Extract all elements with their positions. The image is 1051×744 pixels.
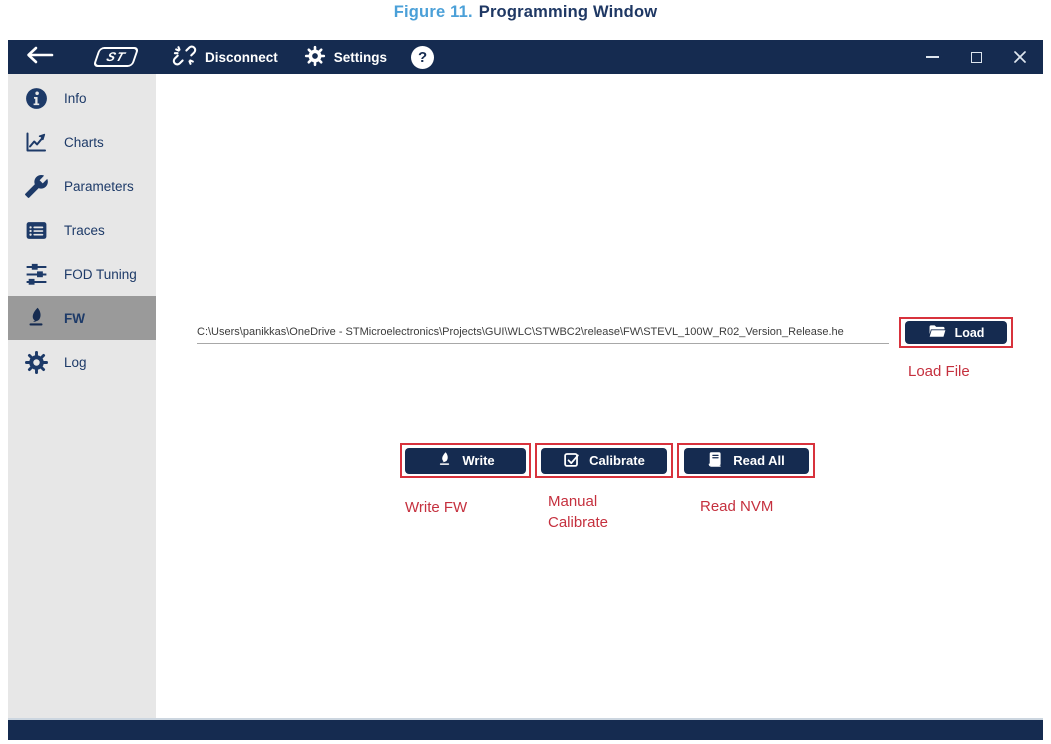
firmware-path-field[interactable]: C:\Users\panikkas\OneDrive - STMicroelectronics\Projects\GUI\WLC\STWBC2\release\FW\STEVL_100W_R02_Version_Release.he	[197, 322, 889, 344]
close-icon[interactable]	[1013, 50, 1027, 64]
write-button[interactable]	[405, 448, 526, 474]
sidebar	[8, 74, 156, 718]
annotation-read-nvm: Read NVM	[700, 498, 774, 515]
sidebar-item-info[interactable]	[8, 76, 156, 120]
app-window	[8, 40, 1043, 740]
question-mark-icon: ?	[417, 48, 428, 66]
info-icon	[22, 86, 50, 111]
folder-open-icon	[928, 324, 946, 341]
sidebar-item-label: FW	[64, 310, 85, 326]
pen-icon	[436, 451, 453, 471]
sidebar-item-label: Info	[64, 90, 87, 106]
st-logo-text: ST	[104, 50, 128, 64]
figure-number: Figure 11.	[393, 3, 473, 21]
title-bar	[8, 40, 1043, 74]
load-highlight-box	[899, 317, 1013, 348]
load-button[interactable]	[905, 321, 1007, 344]
checkbox-check-icon	[563, 451, 580, 471]
back-button[interactable]	[24, 45, 56, 70]
list-icon	[22, 218, 50, 243]
sidebar-item-fod-tuning[interactable]	[8, 252, 156, 296]
sidebar-item-label: Parameters	[64, 178, 134, 194]
sidebar-item-label: FOD Tuning	[64, 266, 137, 282]
wrench-icon	[22, 174, 50, 199]
settings-button[interactable]	[304, 45, 387, 70]
charts-icon	[22, 130, 50, 154]
sidebar-item-label: Traces	[64, 222, 105, 238]
minimize-icon[interactable]	[925, 50, 939, 64]
sidebar-item-parameters[interactable]	[8, 164, 156, 208]
figure-caption	[0, 3, 1051, 22]
sidebar-item-label: Log	[64, 354, 87, 370]
gear-icon	[22, 350, 50, 375]
annotation-load-file: Load File	[908, 363, 970, 380]
write-button-label: Write	[462, 453, 495, 468]
sidebar-item-traces[interactable]	[8, 208, 156, 252]
gear-icon	[304, 45, 326, 70]
calibrate-button-label: Calibrate	[589, 453, 645, 468]
calibrate-highlight-box	[535, 443, 673, 478]
annotation-manual-calibrate-line1: Manual	[548, 493, 598, 510]
window-body	[8, 74, 1043, 718]
book-icon	[707, 451, 724, 471]
sidebar-item-fw[interactable]	[8, 296, 156, 340]
annotation-manual-calibrate-line2: Calibrate	[548, 514, 609, 531]
sliders-icon	[22, 262, 50, 287]
annotation-manual-calibrate	[548, 491, 608, 533]
window-controls	[925, 50, 1027, 64]
st-logo	[93, 47, 140, 67]
help-button[interactable]	[411, 46, 434, 69]
read-all-highlight-box	[677, 443, 815, 478]
read-all-button-label: Read All	[733, 453, 785, 468]
sidebar-item-log[interactable]	[8, 340, 156, 384]
write-highlight-box	[400, 443, 531, 478]
main-content	[156, 74, 1043, 718]
load-button-label: Load	[954, 325, 985, 340]
figure-title: Programming Window	[478, 3, 658, 21]
annotation-write-fw: Write FW	[405, 499, 468, 516]
calibrate-button[interactable]	[541, 448, 667, 474]
back-arrow-icon	[24, 45, 56, 70]
pen-icon	[22, 306, 50, 330]
sidebar-item-charts[interactable]	[8, 120, 156, 164]
broken-link-icon	[172, 43, 197, 71]
disconnect-button[interactable]	[172, 43, 278, 71]
footer-bar	[8, 718, 1043, 740]
sidebar-item-label: Charts	[64, 134, 104, 150]
read-all-button[interactable]	[684, 448, 809, 474]
disconnect-label: Disconnect	[205, 49, 278, 65]
maximize-icon[interactable]	[969, 50, 983, 64]
settings-label: Settings	[333, 49, 388, 65]
